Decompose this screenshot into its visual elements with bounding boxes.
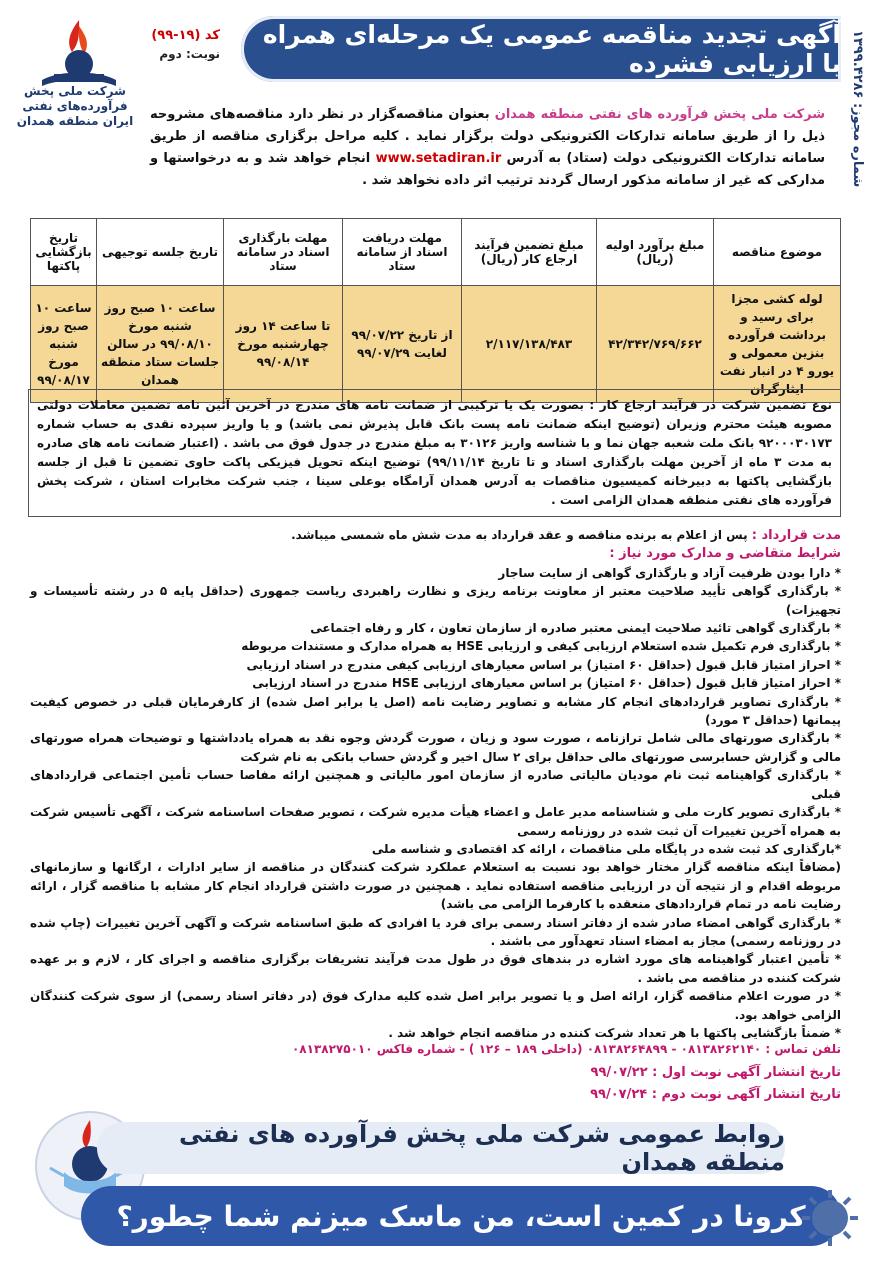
turn-label: نوبت: دوم [159, 47, 220, 61]
list-item: * بارگذاری تصویر کارت ملی و شناسنامه مدیر عامل و اعضاء هیأت مدیره شرکت ، تصویر صفحات اساسنامه شرکت ، آگهی تأسیس شرکت به همراه آخرین تغییرات آن ثبت شده در روزنامه رسمی [30, 805, 841, 838]
list-item: * احراز امتیاز قابل قبول (حداقل ۶۰ امتیاز) بر اساس معیارهای ارزیابی HSE مندرج در اسناد ارزیابی [252, 676, 841, 691]
list-item: * بارگذاری تصاویر قراردادهای انجام کار مشابه و تصاویر رضایت نامه (اصل یا برابر اصل شده) از کارفرمایان قبلی در خصوص کیفیت پیمانها (حداقل ۳ مورد) [30, 694, 841, 728]
list-item: * تأمین اعتبار گواهینامه های مورد اشاره در بندهای فوق در طول مدت فرآیند تشریفات برگزاری مناقصه و اجرای کار ، لازم و بر عهده شرکت کننده در مناقصه می باشد . [30, 952, 841, 985]
logo-caption: شرکت ملی پخش فرآورده‌های نفتی ایران منطقه همدان [16, 84, 134, 128]
list-item: * بارگذاری گواهی تأیید صلاحیت معتبر از معاونت برنامه ریزی و نظارت راهبردی ریاست جمهوری (حداقل پایه ۵ در رشته تأسیسات و تجهیزات) [30, 584, 841, 617]
duration-text: پس از اعلام به برنده مناقصه و عقد قرارداد به مدت شش ماه شمسی میباشد. [291, 528, 752, 542]
public-relations-banner: روابط عمومی شرکت ملی پخش فرآورده های نفتی منطقه همدان [97, 1122, 785, 1174]
cell-receive-deadline: از تاریخ ۹۹/۰۷/۲۲ لغایت ۹۹/۰۷/۲۹ [343, 286, 462, 403]
list-item: * احراز امتیاز قابل قبول (حداقل ۶۰ امتیاز) بر اساس معیارهای ارزیابی کیفی مندرج در اسناد ارزیابی [246, 657, 841, 672]
list-item: * دارا بودن ظرفیت آزاد و بارگذاری گواهی از سایت ساجار [498, 565, 841, 580]
organizer-name: شرکت ملی پخش فرآورده های نفتی منطقه همدان [494, 107, 825, 122]
cell-briefing: ساعت ۱۰ صبح روز شنبه مورخ ۹۹/۰۸/۱۰ در سالن جلسات ستاد منطقه همدان [97, 286, 224, 403]
intro-text-1: بعنوان مناقصه‌گزار در نظر دارد مناقصه‌های مشروحه ذیل را از طریق سامانه تدارکات الکترونیکی دولت برگزار نماید . کلیه مراحل برگزاری مناقصه از طریق سامانه تدارکات الکترونیکی دولت (ستاد) به آدرس [150, 107, 825, 166]
duration-label: مدت قرارداد : [751, 528, 841, 543]
publish-date-second: تاریخ انتشار آگهی نوبت دوم : ۹۹/۰۷/۲۴ [590, 1087, 841, 1102]
setad-link[interactable]: www.setadiran.ir [375, 151, 502, 166]
list-item: * بارگذاری گواهینامه ثبت نام مودیان مالیاتی صادره از سازمان امور مالیاتی و همچنین ارائه مفاصا حساب تأمین اجتماعی قراردادهای قبلی [30, 768, 841, 801]
list-item: * بارگذاری فرم تکمیل شده استعلام ارزیابی کیفی و ارزیابی HSE به همراه مدارک و مستندات مربوطه [241, 639, 841, 654]
conditions-section [30, 526, 841, 1042]
cell-guarantee: ۲/۱۱۷/۱۳۸/۴۸۳ [462, 286, 597, 403]
header-subject: موضوع مناقصه [714, 219, 841, 286]
header-briefing: تاریخ جلسه توجیهی [97, 219, 224, 286]
guarantee-paragraph: نوع تضمین شرکت در فرآیند ارجاع کار : بصورت یک یا ترکیبی از ضمانت نامه های مندرج در آخرین آئین نامه تضمین معاملات دولتی مصوبه هیئت محترم وزیران (توضیح اینکه ضمانت نامه پست بانک قابل پذیرش نمی باشد) و یا واریز سپرده نقدی به حساب شماره ۹۲۰۰۰۳۰۱۷۳ بانک ملت شعبه جهان نما و با شناسه واریز ۳۰۱۲۶ به مبلغ مندرج در جدول فوق می باشد . (اعتبار ضمانت نامه های صادره به مدت ۳ ماه از آخرین مهلت بارگذاری اسناد و تا تاریخ ۹۹/۱۱/۱۴) توضیح اینکه تحویل فیزیکی پاکت حاوی تضمین تا قبل از جلسه بازگشایی پاکتها به دبیرخانه کمیسیون مناقصات به آدرس همدان آرامگاه بوعلی سینا ، جنب شرکت مخابرات استان ، شرکت پخش فرآورده های نفتی منطقه همدان الزامی است . [28, 389, 841, 517]
requirements-label: شرایط متقاضی و مدارک مورد نیاز : [609, 546, 841, 562]
cell-upload-deadline: تا ساعت ۱۴ روز چهارشنبه مورخ ۹۹/۰۸/۱۴ [224, 286, 343, 403]
list-item: *بارگذاری کد ثبت شده در پایگاه ملی مناقصات ، ارائه کد اقتصادی و شناسه ملی [371, 841, 841, 856]
header-upload-deadline: مهلت بارگذاری اسناد در سامانه ستاد [224, 219, 343, 286]
header-estimate: مبلغ برآورد اولیه (ریال) [597, 219, 714, 286]
corona-banner: کرونا در کمین است، من ماسک میزنم شما چطور؟ [81, 1186, 841, 1246]
list-item: * ضمناً بازگشایی پاکتها با هر تعداد شرکت کننده در مناقصه انجام خواهد شد . [388, 1025, 841, 1040]
list-item: * بارگذاری گواهی تائید صلاحیت ایمنی معتبر صادره از سازمان تعاون ، کار و رفاه اجتماعی [310, 621, 841, 636]
permit-number: شماره مجوز: ۱۳۹۹.۴۲۸۶ [850, 30, 865, 188]
cell-opening: ساعت ۱۰ صبح روز شنبه مورخ ۹۹/۰۸/۱۷ [31, 286, 97, 403]
list-item: * بارگذاری صورتهای مالی شامل ترازنامه ، صورت سود و زیان ، صورت گردش وجوه نقد به همراه یادداشتها و توضیحات همراه صورتهای مالی و گزارش حسابرسی صورتهای مالی حداقل برای ۲ سال اخیر و گردش حساب بانکی به نام شرکت [30, 731, 841, 764]
header-opening: تاریخ بازگشایی پاکتها [31, 219, 97, 286]
list-item: (مضافاً اینکه مناقصه گزار مختار خواهد بود نسبت به استعلام عملکرد شرکت کنندگان در مناقصه از سایر ادارات ، ارگانها و سازمانهای مربوطه اقدام و از نتیجه آن در ارزیابی مناقصه استفاده نماید . همچنین در صورت داشتن قرارداد انجام کار مشابه با مناقصه گزار ، ارائه رضایت نامه در تمام قراردادهای منعقده با کارفرما الزامی می باشد) [30, 860, 841, 912]
cell-estimate: ۴۲/۳۴۲/۷۶۹/۶۶۲ [597, 286, 714, 403]
header-receive-deadline: مهلت دریافت اسناد از سامانه ستاد [343, 219, 462, 286]
tender-notice [6, 6, 865, 1263]
table-header-row [31, 219, 841, 286]
notice-title: آگهی تجدید مناقصه عمومی یک مرحله‌ای همراه با ارزیابی فشرده [241, 16, 841, 82]
contract-duration [30, 526, 841, 545]
notice-code [138, 26, 220, 64]
intro-paragraph [150, 104, 825, 192]
table-row [31, 286, 841, 403]
publish-date-first: تاریخ انتشار آگهی نوبت اول : ۹۹/۰۷/۲۲ [590, 1065, 841, 1080]
virus-icon [795, 1176, 865, 1256]
header-guarantee: مبلغ تضمین فرآیند ارجاع کار (ریال) [462, 219, 597, 286]
cell-subject: لوله کشی مجزا برای رسید و برداشت فرآورده بنزین معمولی و یورو ۴ در انبار نفت ایثارگران [714, 286, 841, 403]
tender-table [30, 218, 841, 403]
intro-text-2: انجام خواهد شد و به درخواستها و مدارکی که غیر از سامانه مذکور ارسال گردند ترتیب اثر داده نخواهد شد . [150, 151, 825, 188]
contact-phones: تلفن تماس : ۰۸۱۳۸۲۶۲۱۴۰ - ۰۸۱۳۸۲۶۴۸۹۹ (داخلی ۱۸۹ – ۱۲۶ ) - شماره فاکس ۰۸۱۳۸۲۷۵۰۱۰ [291, 1042, 841, 1056]
list-item: * در صورت اعلام مناقصه گزار، ارائه اصل و یا تصویر برابر اصل شده کلیه مدارک فوق (در دفاتر اسناد رسمی) از سوی شرکت کنندگان الزامی خواهد بود. [30, 989, 841, 1022]
list-item: * بارگذاری گواهی امضاء صادر شده از دفاتر اسناد رسمی برای فرد یا افرادی که طبق اساسنامه شرکت و آگهی آخرین تغییرات (چاپ شده در روزنامه رسمی) مجاز به امضاء اسناد تعهدآور می باشند . [30, 915, 841, 948]
code-label: کد (۱۹-۹۹) [151, 28, 220, 43]
